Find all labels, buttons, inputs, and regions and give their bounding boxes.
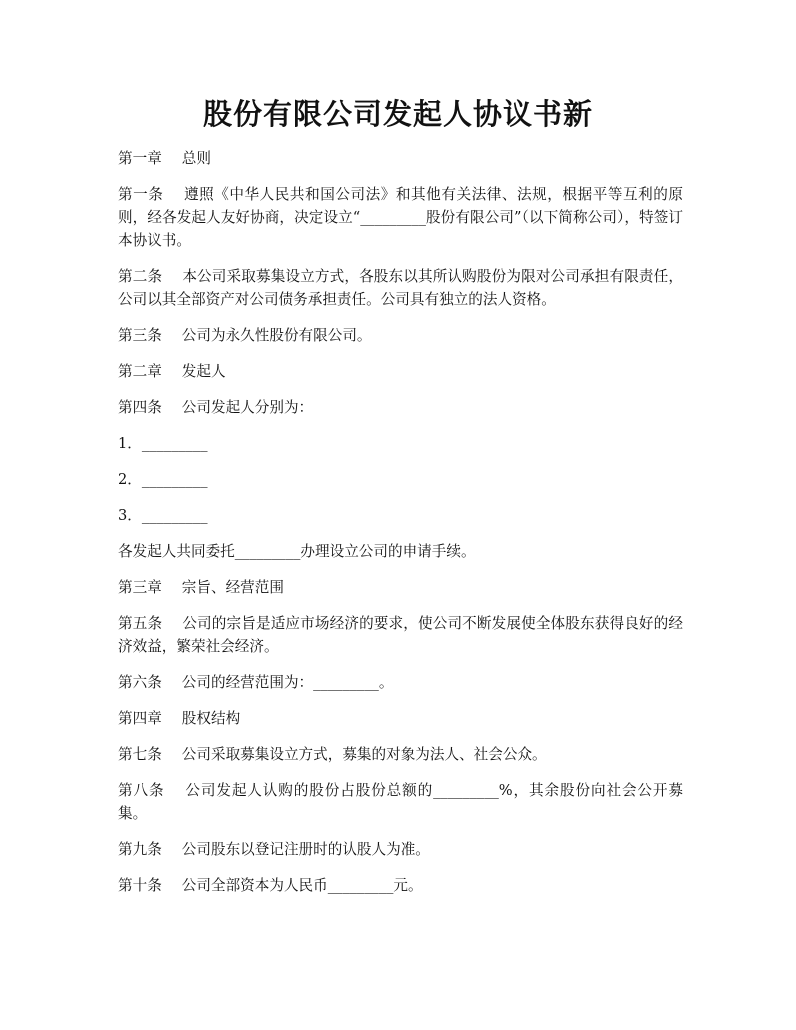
paragraph-label: 第三章 bbox=[118, 579, 162, 596]
paragraph-label: 第八条 bbox=[118, 782, 165, 799]
paragraph-text: 本公司采取募集设立方式，各股东以其所认购股份为限对公司承担有限责任，公司以其全部资产对公司债务承担责任。公司具有独立的法人资格。 bbox=[118, 268, 683, 308]
paragraph-text: 发起人 bbox=[181, 363, 226, 380]
paragraph-article-9 bbox=[118, 838, 683, 861]
paragraph-founder-2 bbox=[118, 468, 683, 491]
paragraph-founder-1 bbox=[118, 432, 683, 455]
paragraph-chapter-4 bbox=[118, 707, 683, 730]
paragraph-text: 公司的经营范围为：_________。 bbox=[181, 674, 394, 691]
paragraph-chapter-1 bbox=[118, 147, 683, 170]
paragraph-label: 第二章 bbox=[118, 363, 162, 380]
paragraph-chapter-3 bbox=[118, 576, 683, 599]
paragraph-text: 股权结构 bbox=[181, 710, 241, 727]
paragraph-text: 公司为永久性股份有限公司。 bbox=[181, 327, 372, 344]
paragraph-chapter-2 bbox=[118, 360, 683, 383]
document-title: 股份有限公司发起人协议书新 bbox=[202, 97, 593, 131]
paragraph-text: 公司全部资本为人民币_________元。 bbox=[181, 877, 423, 894]
paragraph-text: 总则 bbox=[181, 150, 211, 167]
paragraph-text: 公司发起人认购的股份占股份总额的_________%，其余股份向社会公开募集。 bbox=[118, 782, 683, 822]
paragraph-article-10 bbox=[118, 874, 683, 897]
paragraph-label: 第九条 bbox=[118, 841, 162, 858]
paragraph-text: 各发起人共同委托_________办理设立公司的申请手续。 bbox=[118, 543, 476, 560]
paragraph-text: 公司的宗旨是适应市场经济的要求，使公司不断发展使全体股东获得良好的经济效益，繁荣社会经济。 bbox=[118, 615, 683, 655]
paragraph-text: 遵照《中华人民共和国公司法》和其他有关法律、法规，根据平等互利的原则，经各发起人友好协商，决定设立“_________股份有限公司”（以下简称公司），特签订本协议书。 bbox=[118, 186, 683, 249]
paragraph-entrust bbox=[118, 540, 683, 563]
paragraph-label: 第十条 bbox=[118, 877, 162, 894]
paragraph-label: 第四章 bbox=[118, 710, 162, 727]
paragraph-article-8 bbox=[118, 779, 683, 825]
paragraph-label: 第七条 bbox=[118, 746, 162, 763]
paragraph-article-6 bbox=[118, 671, 683, 694]
paragraph-text: 公司股东以登记注册时的认股人为准。 bbox=[181, 841, 430, 858]
paragraph-text: 1．_________ bbox=[118, 435, 208, 452]
paragraph-article-5 bbox=[118, 612, 683, 658]
document-body bbox=[118, 147, 683, 910]
paragraph-article-4 bbox=[118, 396, 683, 419]
paragraph-label: 第四条 bbox=[118, 399, 162, 416]
paragraph-label: 第二条 bbox=[118, 268, 163, 285]
paragraph-article-3 bbox=[118, 324, 683, 347]
paragraph-text: 公司采取募集设立方式，募集的对象为法人、社会公众。 bbox=[181, 746, 547, 763]
paragraph-label: 第一条 bbox=[118, 186, 164, 203]
paragraph-article-2 bbox=[118, 265, 683, 311]
paragraph-article-7 bbox=[118, 743, 683, 766]
paragraph-label: 第一章 bbox=[118, 150, 162, 167]
paragraph-article-1 bbox=[118, 183, 683, 252]
paragraph-founder-3 bbox=[118, 504, 683, 527]
paragraph-label: 第五条 bbox=[118, 615, 163, 632]
paragraph-text: 3．_________ bbox=[118, 507, 208, 524]
paragraph-text: 2．_________ bbox=[118, 471, 208, 488]
paragraph-label: 第六条 bbox=[118, 674, 162, 691]
paragraph-text: 宗旨、经营范围 bbox=[181, 579, 284, 596]
paragraph-label: 第三条 bbox=[118, 327, 162, 344]
paragraph-text: 公司发起人分别为： bbox=[181, 399, 314, 416]
